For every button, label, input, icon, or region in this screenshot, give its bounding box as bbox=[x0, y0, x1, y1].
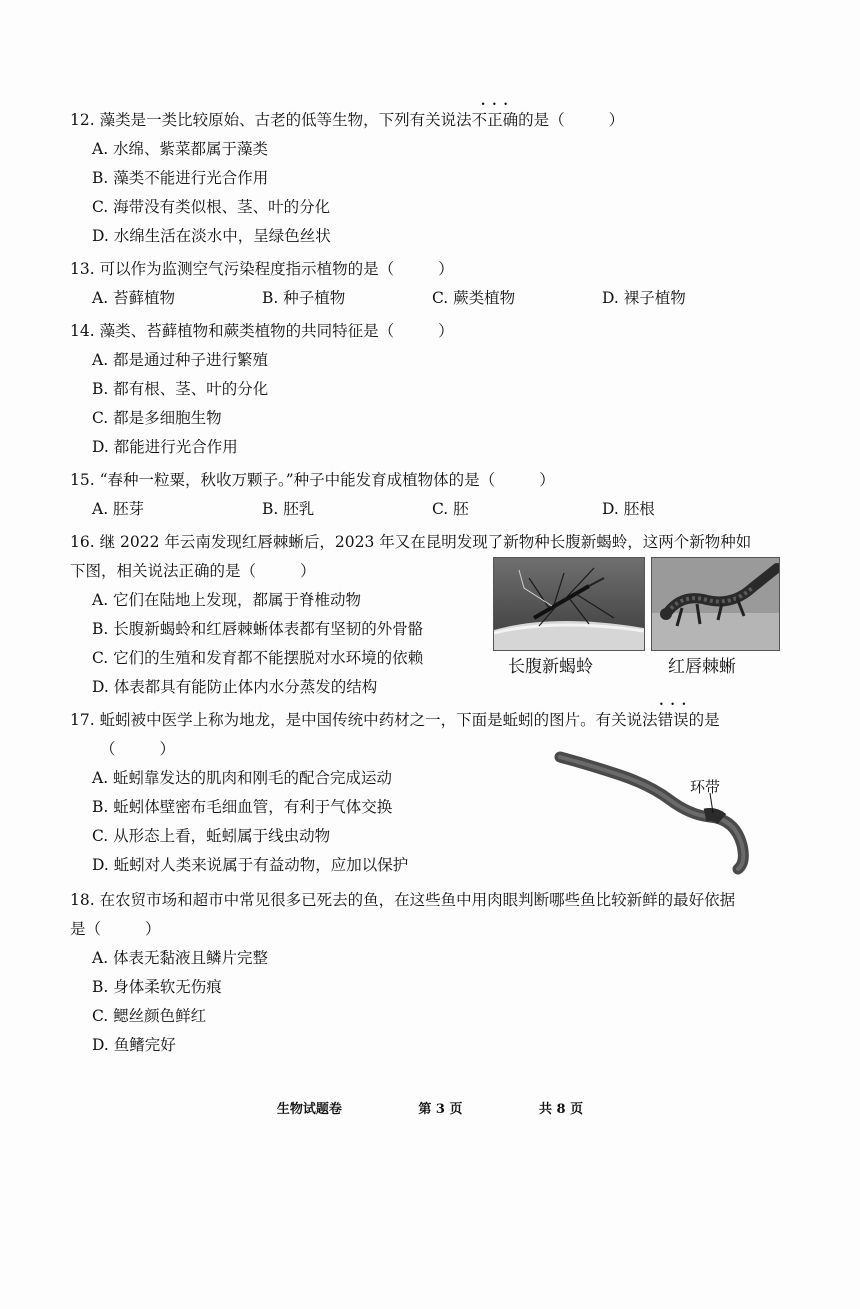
q17-option-d: D. 蚯蚓对人类来说属于有益动物，应加以保护 bbox=[92, 856, 409, 874]
q18-option-b: B. 身体柔软无伤痕 bbox=[92, 978, 222, 996]
emphasis-dots: 错误 • • • bbox=[658, 708, 689, 730]
question-12-stem: 12. 藻类是一类比较原始、古老的低等生物，下列有关说法不正确 • • •的是（ ） bbox=[70, 108, 624, 130]
page-footer bbox=[0, 1098, 860, 1117]
earthworm-illustration bbox=[550, 745, 760, 875]
q12-option-b: B. 藻类不能进行光合作用 bbox=[92, 169, 269, 187]
footer-page: 第 3 页 bbox=[418, 1102, 463, 1117]
q14-option-d: D. 都能进行光合作用 bbox=[92, 438, 238, 456]
q12-option-a: A. 水绵、紫菜都属于藻类 bbox=[92, 140, 269, 158]
q15-option-a: A. 胚芽 bbox=[92, 500, 145, 518]
q13-option-d: D. 裸子植物 bbox=[602, 289, 686, 307]
scorpionfly-illustration bbox=[494, 558, 644, 650]
q17-option-b: B. 蚯蚓体壁密布毛细血管，有利于气体交换 bbox=[92, 798, 393, 816]
q14-option-c: C. 都是多细胞生物 bbox=[92, 409, 222, 427]
q18-option-c: C. 鳃丝颜色鲜红 bbox=[92, 1007, 207, 1025]
q13-options bbox=[92, 286, 792, 308]
q14-option-b: B. 都有根、茎、叶的分化 bbox=[92, 380, 269, 398]
q15-option-c: C. 胚 bbox=[432, 500, 469, 518]
q17-option-c: C. 从形态上看，蚯蚓属于线虫动物 bbox=[92, 827, 331, 845]
clitellum-label: 环带 bbox=[690, 778, 721, 796]
caption-scorpionfly: 长腹新蝎蛉 bbox=[508, 657, 593, 677]
q13-option-b: B. 种子植物 bbox=[262, 289, 346, 307]
question-13-stem: 13. 可以作为监测空气污染程度指示植物的是（ ） bbox=[70, 260, 454, 278]
caption-lizard: 红唇棘蜥 bbox=[668, 657, 736, 677]
question-17-stem-line2: （ ） bbox=[100, 740, 176, 758]
q16-option-b: B. 长腹新蝎蛉和红唇棘蜥体表都有坚韧的外骨骼 bbox=[92, 620, 424, 638]
q16-option-a: A. 它们在陆地上发现，都属于脊椎动物 bbox=[92, 591, 362, 609]
footer-total: 共 8 页 bbox=[539, 1102, 584, 1117]
question-18-stem-line1: 18. 在农贸市场和超市中常见很多已死去的鱼，在这些鱼中用肉眼判断哪些鱼比较新鲜的最好依据 bbox=[70, 891, 736, 909]
question-17-stem-line1: 17. 蚯蚓被中医学上称为地龙，是中国传统中药材之一，下面是蚯蚓的图片。有关说法错误 • • •的是 bbox=[70, 708, 720, 730]
emphasis-dots: 不正确 • • • bbox=[472, 108, 519, 130]
question-14-stem: 14. 藻类、苔藓植物和蕨类植物的共同特征是（ ） bbox=[70, 322, 454, 340]
question-16-stem-line1: 16. 继 2022 年云南发现红唇棘蜥后，2023 年又在昆明发现了新物种长腹新蝎蛉，这两个新物种如 bbox=[70, 533, 752, 551]
q18-option-a: A. 体表无黏液且鳞片完整 bbox=[92, 949, 269, 967]
lizard-photo bbox=[651, 557, 780, 651]
question-16-stem-line2: 下图，相关说法正确的是（ ） bbox=[70, 562, 316, 580]
q15-option-d: D. 胚根 bbox=[602, 500, 655, 518]
q13-option-c: C. 蕨类植物 bbox=[432, 289, 516, 307]
q17-option-a: A. 蚯蚓靠发达的肌肉和刚毛的配合完成运动 bbox=[92, 769, 393, 787]
lizard-illustration bbox=[652, 558, 779, 650]
q16-option-c: C. 它们的生殖和发育都不能摆脱对水环境的依赖 bbox=[92, 649, 424, 667]
question-15-stem: 15. “春种一粒粟，秋收万颗子。”种子中能发育成植物体的是（ ） bbox=[70, 471, 555, 489]
scorpionfly-photo bbox=[493, 557, 645, 651]
footer-title: 生物试题卷 bbox=[276, 1102, 342, 1117]
q18-option-d: D. 鱼鳍完好 bbox=[92, 1036, 176, 1054]
q15-options bbox=[92, 497, 792, 519]
q16-option-d: D. 体表都具有能防止体内水分蒸发的结构 bbox=[92, 678, 378, 696]
q15-option-b: B. 胚乳 bbox=[262, 500, 315, 518]
q12-option-c: C. 海带没有类似根、茎、叶的分化 bbox=[92, 198, 331, 216]
q13-option-a: A. 苔藓植物 bbox=[92, 289, 176, 307]
q14-option-a: A. 都是通过种子进行繁殖 bbox=[92, 351, 269, 369]
question-18-stem-line2: 是（ ） bbox=[70, 920, 161, 938]
q12-option-d: D. 水绵生活在淡水中，呈绿色丝状 bbox=[92, 227, 331, 245]
